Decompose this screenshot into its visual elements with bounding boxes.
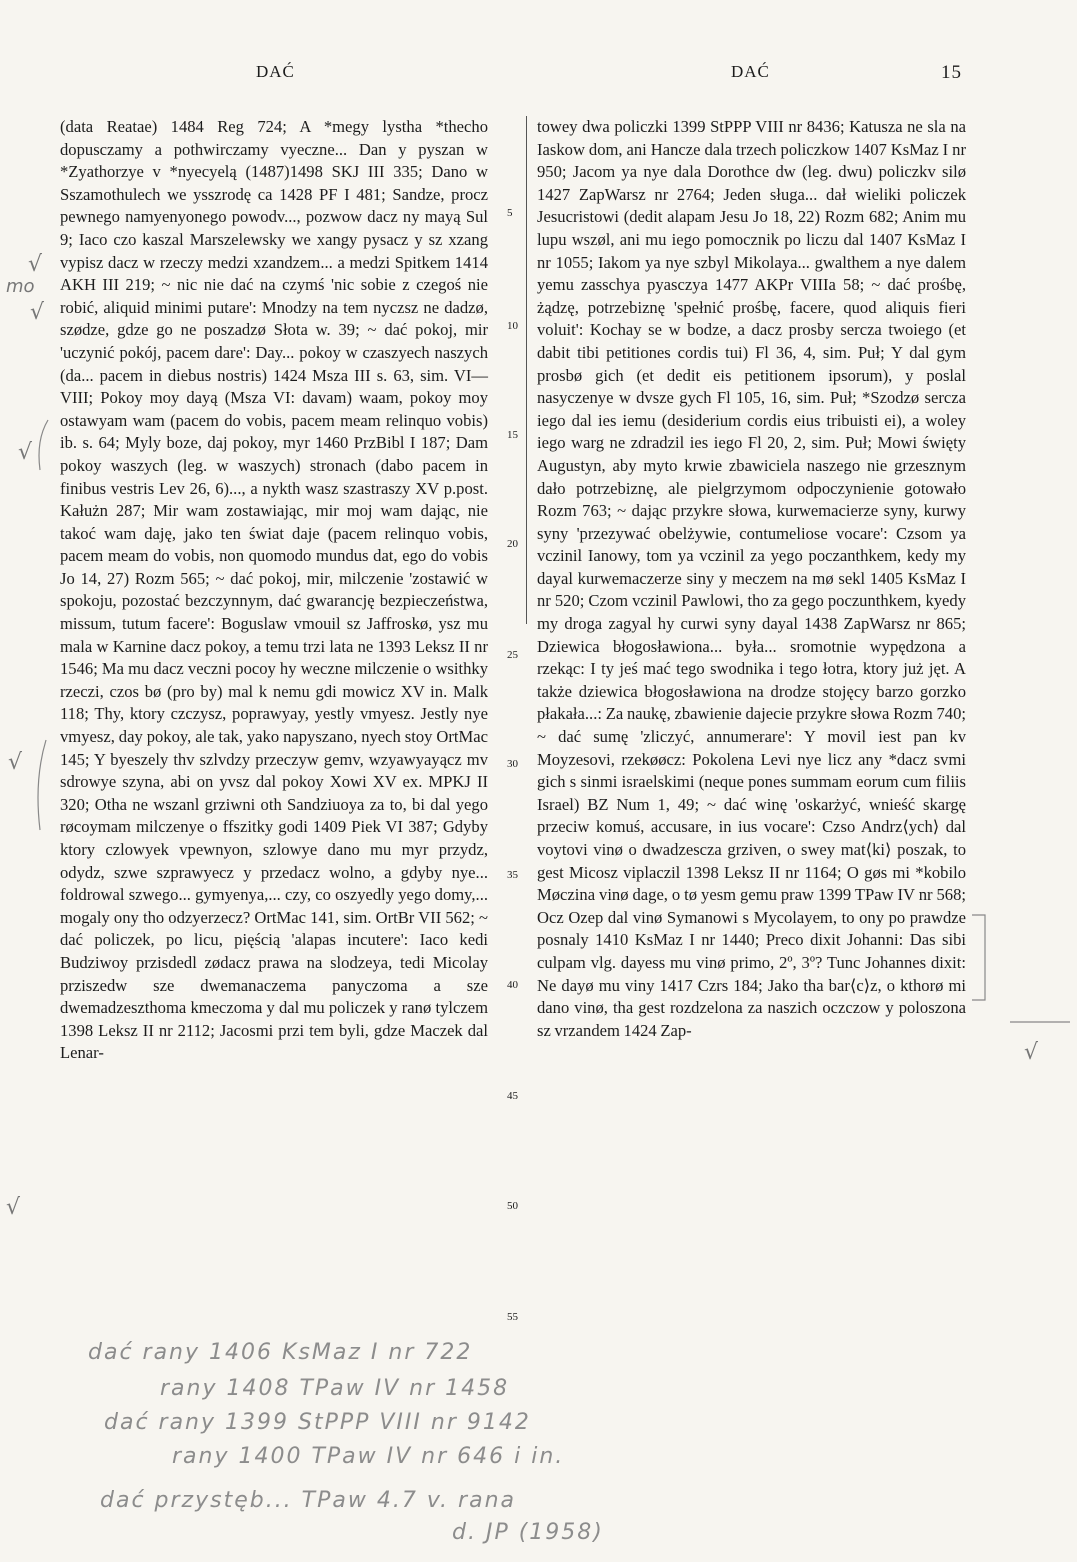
column-divider <box>526 116 527 624</box>
left-column-text: (data Reatae) 1484 Reg 724; A *megy lystha *thecho dopusczamy a pothwirczamy vyeczne... Dan y pyszan w *Zyathorzye v *nyecyelą (1487)1498 SKJ III 335; Dano w Sszamothulech we ysszrodę ca 1428 PF I 481; Sandze, procz pewnego namyenyonego powodv..., pozwow dacz ny mayą Sul 9; Iaco czo kaszal Marszelewsky we xangy pysacz y sz xzang vypisz dacz w rzeczy medzi xzandzem... a medzi Spitkem 1414 AKH III 219; ~ nic nie dać na czymś 'nic sobie z czegoś nie robić, aliquid minimi putare': Mnodzy na tem nyczsz ne dadzø, szødze, gdze go ne poszadzø Słota w. 39; ~ dać pokoj, mir 'uczynić pokój, pacem dare': Day... pokoy w czaszyech naszych (da... pacem in diebus nostris) 1424 Msza III s. 63, sim. VI—VIII; Pokoy moy dayą (Msza VI: davam) waam, pokoy moy ostawyam wam (pacem do vobis, pacem meam relinquo vobis) ib. s. 64; Myly boze, daj pokoy, myr 1460 PrzBibl I 187; Dam pokoy waszych (leg. w waszych) stronach (dabo pacem in finibus vestris Lev 26, 6)..., a nykth wasz szastraszy XV p.post. Kałużn 287; Mir wam zostawiając, mir moj wam dając, nie takoć wam daję, jako ten świat daje (pacem relinquo vobis, pacem meam do vobis, non quomodo mundus dat, ego do vobis Jo 14, 27) Rozm 565; ~ dać pokoj, mir, milczenie 'zostawić w spokoju, pozostać bezczynnym, dać gwarancję bezpieczeństwa, missum, tutum facere': Boguslaw vmouil sz Jaffroskø, ysz mu mala w Karnine dacz pokoy, a temu trzi lata ne 1393 Leksz II nr 1546; Ma mu dacz veczni pocoy hy weczne milczenie o wsithky rzeczi, czos bø (pro by) mal k nemu gdi mowicz XV in. Malk 118; Thy, ktory czczysz, poprawyay, yestly vmyesz. Jestly nye vmyesz, day pokoy, ale tak, yako napyszano, nyech stoy OrtMac 145; Y byeszely thv szlvdzy przeczyw gemv, wzyawyayącz mv sdrowye szyna, abi on yvsz dal pokoy Xowi XV ex. MPKJ II 320; Otha ne wszanl grziwni oth Sandziuoya za to, bi dal yego røcoymam milczenye o ffszitky godi 1409 Piek VI 387; Gdyby ktory czlowyek vpewnyon, szlowye dano mu myr przydz, odydz, szwe szprawyecz y przedacz wolno, a gdyby nye... foldrowal szwego... gymyenya,... czy, co oszyedly yego domy,... mogaly ony tho odzyerzecz? OrtMac 141, sim. OrtBr VII 562; ~ dać policzek, po licu, pięścią 'alapas incutere': Iaco kedi Budziwoy przisdedl zødacz prawa na slodzeya, tedi Micolay prziszedw sze dwemanaczema panyczoma a sze dwemadzeszthoma kmeczoma y dal mu policzek y ranø tylczem 1398 Leksz II nr 2112; Jacosmi przi tem byli, gdze Maczek dal Lenar- <box>60 117 488 1063</box>
margin-bracket <box>38 740 46 830</box>
line-number: 20 <box>507 538 518 550</box>
handwritten-note: rany 1408 TPaw IV nr 1458 <box>160 1376 510 1401</box>
line-number: 10 <box>507 320 518 332</box>
margin-bracket <box>39 420 48 470</box>
line-number: 50 <box>507 1200 518 1212</box>
margin-bracket <box>972 915 985 1000</box>
handwritten-note: dać przystęb... TPaw 4.7 v. rana <box>100 1488 516 1513</box>
margin-check-mark: √ <box>18 440 33 465</box>
line-number: 25 <box>507 649 518 661</box>
handwritten-note: rany 1400 TPaw IV nr 646 i in. <box>172 1444 565 1469</box>
margin-check-mark: √ <box>6 1195 21 1220</box>
line-number: 45 <box>507 1090 518 1102</box>
handwritten-note: dać rany 1399 StPPP VIII nr 9142 <box>104 1410 531 1435</box>
right-column <box>537 116 966 1042</box>
line-number: 30 <box>507 758 518 770</box>
line-number: 35 <box>507 869 518 881</box>
line-number: 15 <box>507 429 518 441</box>
margin-check-mark: √ <box>1024 1040 1039 1065</box>
handwritten-note: dać rany 1406 KsMaz I nr 722 <box>88 1340 473 1365</box>
left-column <box>60 116 488 1065</box>
page-number: 15 <box>941 62 962 83</box>
line-number: 55 <box>507 1311 518 1323</box>
margin-note-mo: mo <box>6 276 35 297</box>
header-left-title: DAĆ <box>256 62 295 81</box>
line-number: 5 <box>507 207 513 219</box>
right-column-text: towey dwa policzki 1399 StPPP VIII nr 8436; Katusza ne sla na Iaskow dom, ani Hancze dala trzech policzkow 1407 KsMaz I nr 950; Jacom ya nye dala Dorothce dw (leg. dwu) policzkv silø 1427 ZapWarsz nr 2764; Jeden sługa... dał wieliki policzek Jesucristowi (dedit alapam Jesu Jo 18, 22) Rozm 682; Anim mu lupu wszøl, ani mu iego pomocznik po liczu dal 1407 KsMaz I nr 1055; Iakom ya nye szbyl Mikolaya... gwalthem a nye dalem yemu zasschya pyasczya 1477 AKPr VIIIa 58; ~ dać prośbę, żądzę, potrzebiznę 'spełnić prośbę, facere, quod aliquis fieri voluit': Kochay se w bodze, a dacz prosby sercza twoiego (et dabit tibi petitiones cordis tui) Fl 36, 4, sim. Puł; Y dal gym prosbø gich (et dedit eis petitionem ipsorum), y poslal nasyczenye w dvsze gych Fl 105, 16, sim. Puł; *Szodzø sercza iego dal ies iemu (desiderium cordis eius tribuisti ei), a woley iego warg ne zdradzil ies iego Fl 20, 2, sim. Puł; Mowi święty Augustyn, aby myto krwie zbawiciela naszego nie grzesznym dało potrzebiznę, ale pielgrzymom odpoczynienie gotowało Rozm 763; ~ dając przykre słowa, kurwemacierze syny, kurwy syny 'przezywać obelżywie, contumeliose vocare': Czsom ya vczinil Ianowy, tom ya vczinil za yego poczanthkem, kedy my dayal kurwemaczerze siny y meczem na mø sekl 1405 KsMaz I nr 520; Czom vczinil Pawlowi, tho za gego poczunthkem, kyedy my droga zagyal hy curwi syny dayal 1438 ZapWarsz nr 865; Dziewica błogosławiona... była... sromotnie wypędzona a rzekąc: I ty jeś mać tego swodnika i tego łotra, ktory już jęt. A także dziewica błogosławiona na drodze stojęcy barzo gorzko płakała...: Za naukę, zbawienie dajecie przykre słowa Rozm 740; ~ dać sumę 'zliczyć, annumerare': Y movil iest pan kv Moyzesovi, rzekøøcz: Pokolena Levi nye licz any *dacz svmi gich s sinmi israelskimi (neque pones summam eorum cum filiis Israel) BZ Num 1, 49; ~ dać winę 'oskarżyć, wnieść skargę przeciw komuś, accusare, in ius vocare': Czso Andrz⟨ych⟩ dal voytovi vinø o dwadzescza grziven, o swey mat⟨ki⟩ poszak, to gest Micosz viplaczil 1398 Leksz II nr 1164; O gøs mi *kobilo Møczina vinø dage, o tø yesm gemu praw 1399 TPaw IV nr 568; Ocz Ozep dal vinø Symanowi s Mycolayem, to ony po prawdze posnaly 1410 KsMaz I nr 1440; Preco dixit Johanni: Das sibi culpam vlg. dayess mu vinø primo, 2º, 3º? Tunc Johannes dixit: Ne dayø mu viny 1417 Czrs 184; Jako tha bar⟨c⟩z, o kthorø mi dano vinø, tha gest rozdzelona za naszich oczczow y poloszona sz vrzandem 1424 Zap- <box>537 117 966 1040</box>
margin-check-mark: √ <box>8 750 23 775</box>
margin-check-mark: √ <box>28 252 43 277</box>
handwritten-note: d. JP (1958) <box>452 1520 604 1545</box>
header-right-title: DAĆ <box>731 62 770 81</box>
line-number: 40 <box>507 979 518 991</box>
margin-check-mark: √ <box>30 300 45 325</box>
